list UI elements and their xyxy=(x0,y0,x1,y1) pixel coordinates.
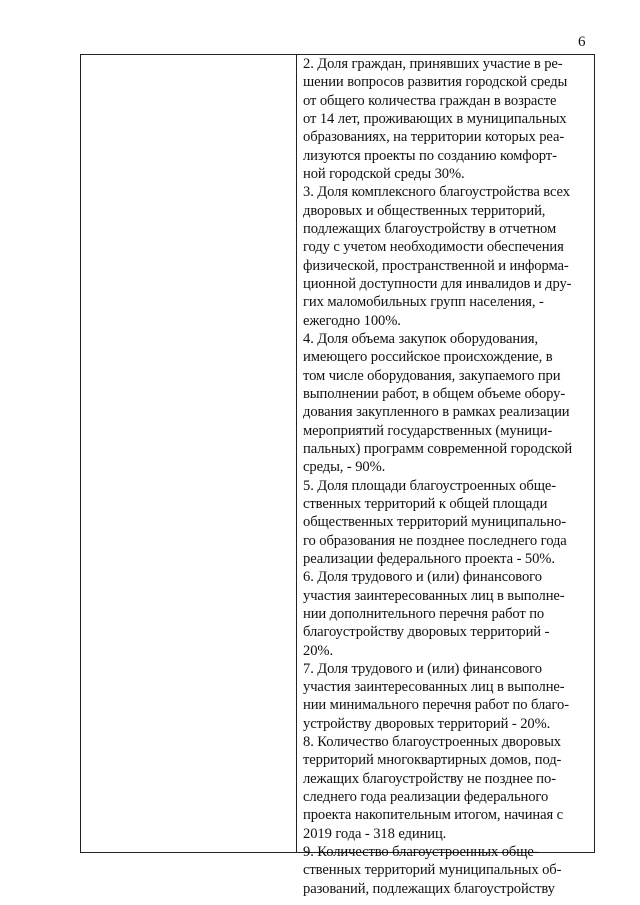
text-line: 5. Доля площади благоустроенных обще- xyxy=(303,477,557,494)
table-right-cell xyxy=(297,55,594,897)
text-line: территорий многоквартирных домов, под- xyxy=(303,752,562,769)
text-line: ной городской среды 30%. xyxy=(303,165,465,182)
text-line: мероприятий государственных (муници- xyxy=(303,422,553,439)
text-line: имеющего российское происхождение, в xyxy=(303,349,553,366)
text-line: ционной доступности для инвалидов и дру- xyxy=(303,275,572,292)
text-line: следнего года реализации федерального xyxy=(303,789,549,806)
text-line: участия заинтересованных лиц в выполне- xyxy=(303,679,565,696)
text-line: 2019 года - 318 единиц. xyxy=(303,825,447,842)
text-line: разований, подлежащих благоустройству xyxy=(303,880,555,897)
text-line: ственных территорий к общей площади xyxy=(303,495,548,512)
text-line: гих маломобильных групп населения, - xyxy=(303,294,544,311)
text-line: шении вопросов развития городской среды xyxy=(303,74,568,91)
text-line: пальных) программ современной городской xyxy=(303,440,573,457)
text-line: дования закупленного в рамках реализации xyxy=(303,404,570,421)
text-line: ежегодно 100%. xyxy=(303,312,401,329)
text-line: 3. Доля комплексного благоустройства всех xyxy=(303,184,570,201)
text-line: реализации федерального проекта - 50%. xyxy=(303,550,555,567)
text-line: 2. Доля граждан, принявших участие в ре- xyxy=(303,56,563,72)
text-line: нии минимального перечня работ по благо- xyxy=(303,697,569,714)
text-line: дворовых и общественных территорий, xyxy=(303,202,546,219)
text-line: ственных территорий муниципальных об- xyxy=(303,862,562,879)
text-line: го образования не позднее последнего года xyxy=(303,532,567,549)
text-line: выполнении работ, в общем объеме обору- xyxy=(303,385,566,402)
text-line: 9. Количество благоустроенных обще- xyxy=(303,844,539,861)
text-line: устройству дворовых территорий - 20%. xyxy=(303,715,551,732)
text-line: общественных территорий муниципально- xyxy=(303,514,567,531)
text-line: подлежащих благоустройству в отчетном xyxy=(303,220,557,237)
text-line: благоустройству дворовых территорий - xyxy=(303,624,550,641)
text-line: 4. Доля объема закупок оборудования, xyxy=(303,330,538,347)
text-line: лизуются проекты по созданию комфорт- xyxy=(303,147,557,164)
text-line: 8. Количество благоустроенных дворовых xyxy=(303,734,562,751)
text-line: лежащих благоустройству не позднее по- xyxy=(303,770,556,787)
text-line: проекта накопительным итогом, начиная с xyxy=(303,807,564,824)
text-line: от 14 лет, проживающих в муниципальных xyxy=(303,110,567,127)
text-line: 7. Доля трудового и (или) финансового xyxy=(303,660,542,677)
text-line: году с учетом необходимости обеспечения xyxy=(303,239,564,256)
document-table xyxy=(80,54,595,897)
text-line: среды, - 90%. xyxy=(303,459,386,476)
text-line: участия заинтересованных лиц в выполне- xyxy=(303,587,565,604)
text-line: от общего количества граждан в возрасте xyxy=(303,92,557,109)
table-left-cell xyxy=(81,55,297,852)
text-line: том числе оборудования, закупаемого при xyxy=(303,367,561,384)
text-line: нии дополнительного перечня работ по xyxy=(303,605,545,622)
text-line: 6. Доля трудового и (или) финансового xyxy=(303,569,542,586)
page-number: 6 xyxy=(578,34,586,50)
text-line: образованиях, на территории которых реа- xyxy=(303,129,565,146)
text-line: физической, пространственной и информа- xyxy=(303,257,569,274)
text-line: 20%. xyxy=(303,642,333,659)
